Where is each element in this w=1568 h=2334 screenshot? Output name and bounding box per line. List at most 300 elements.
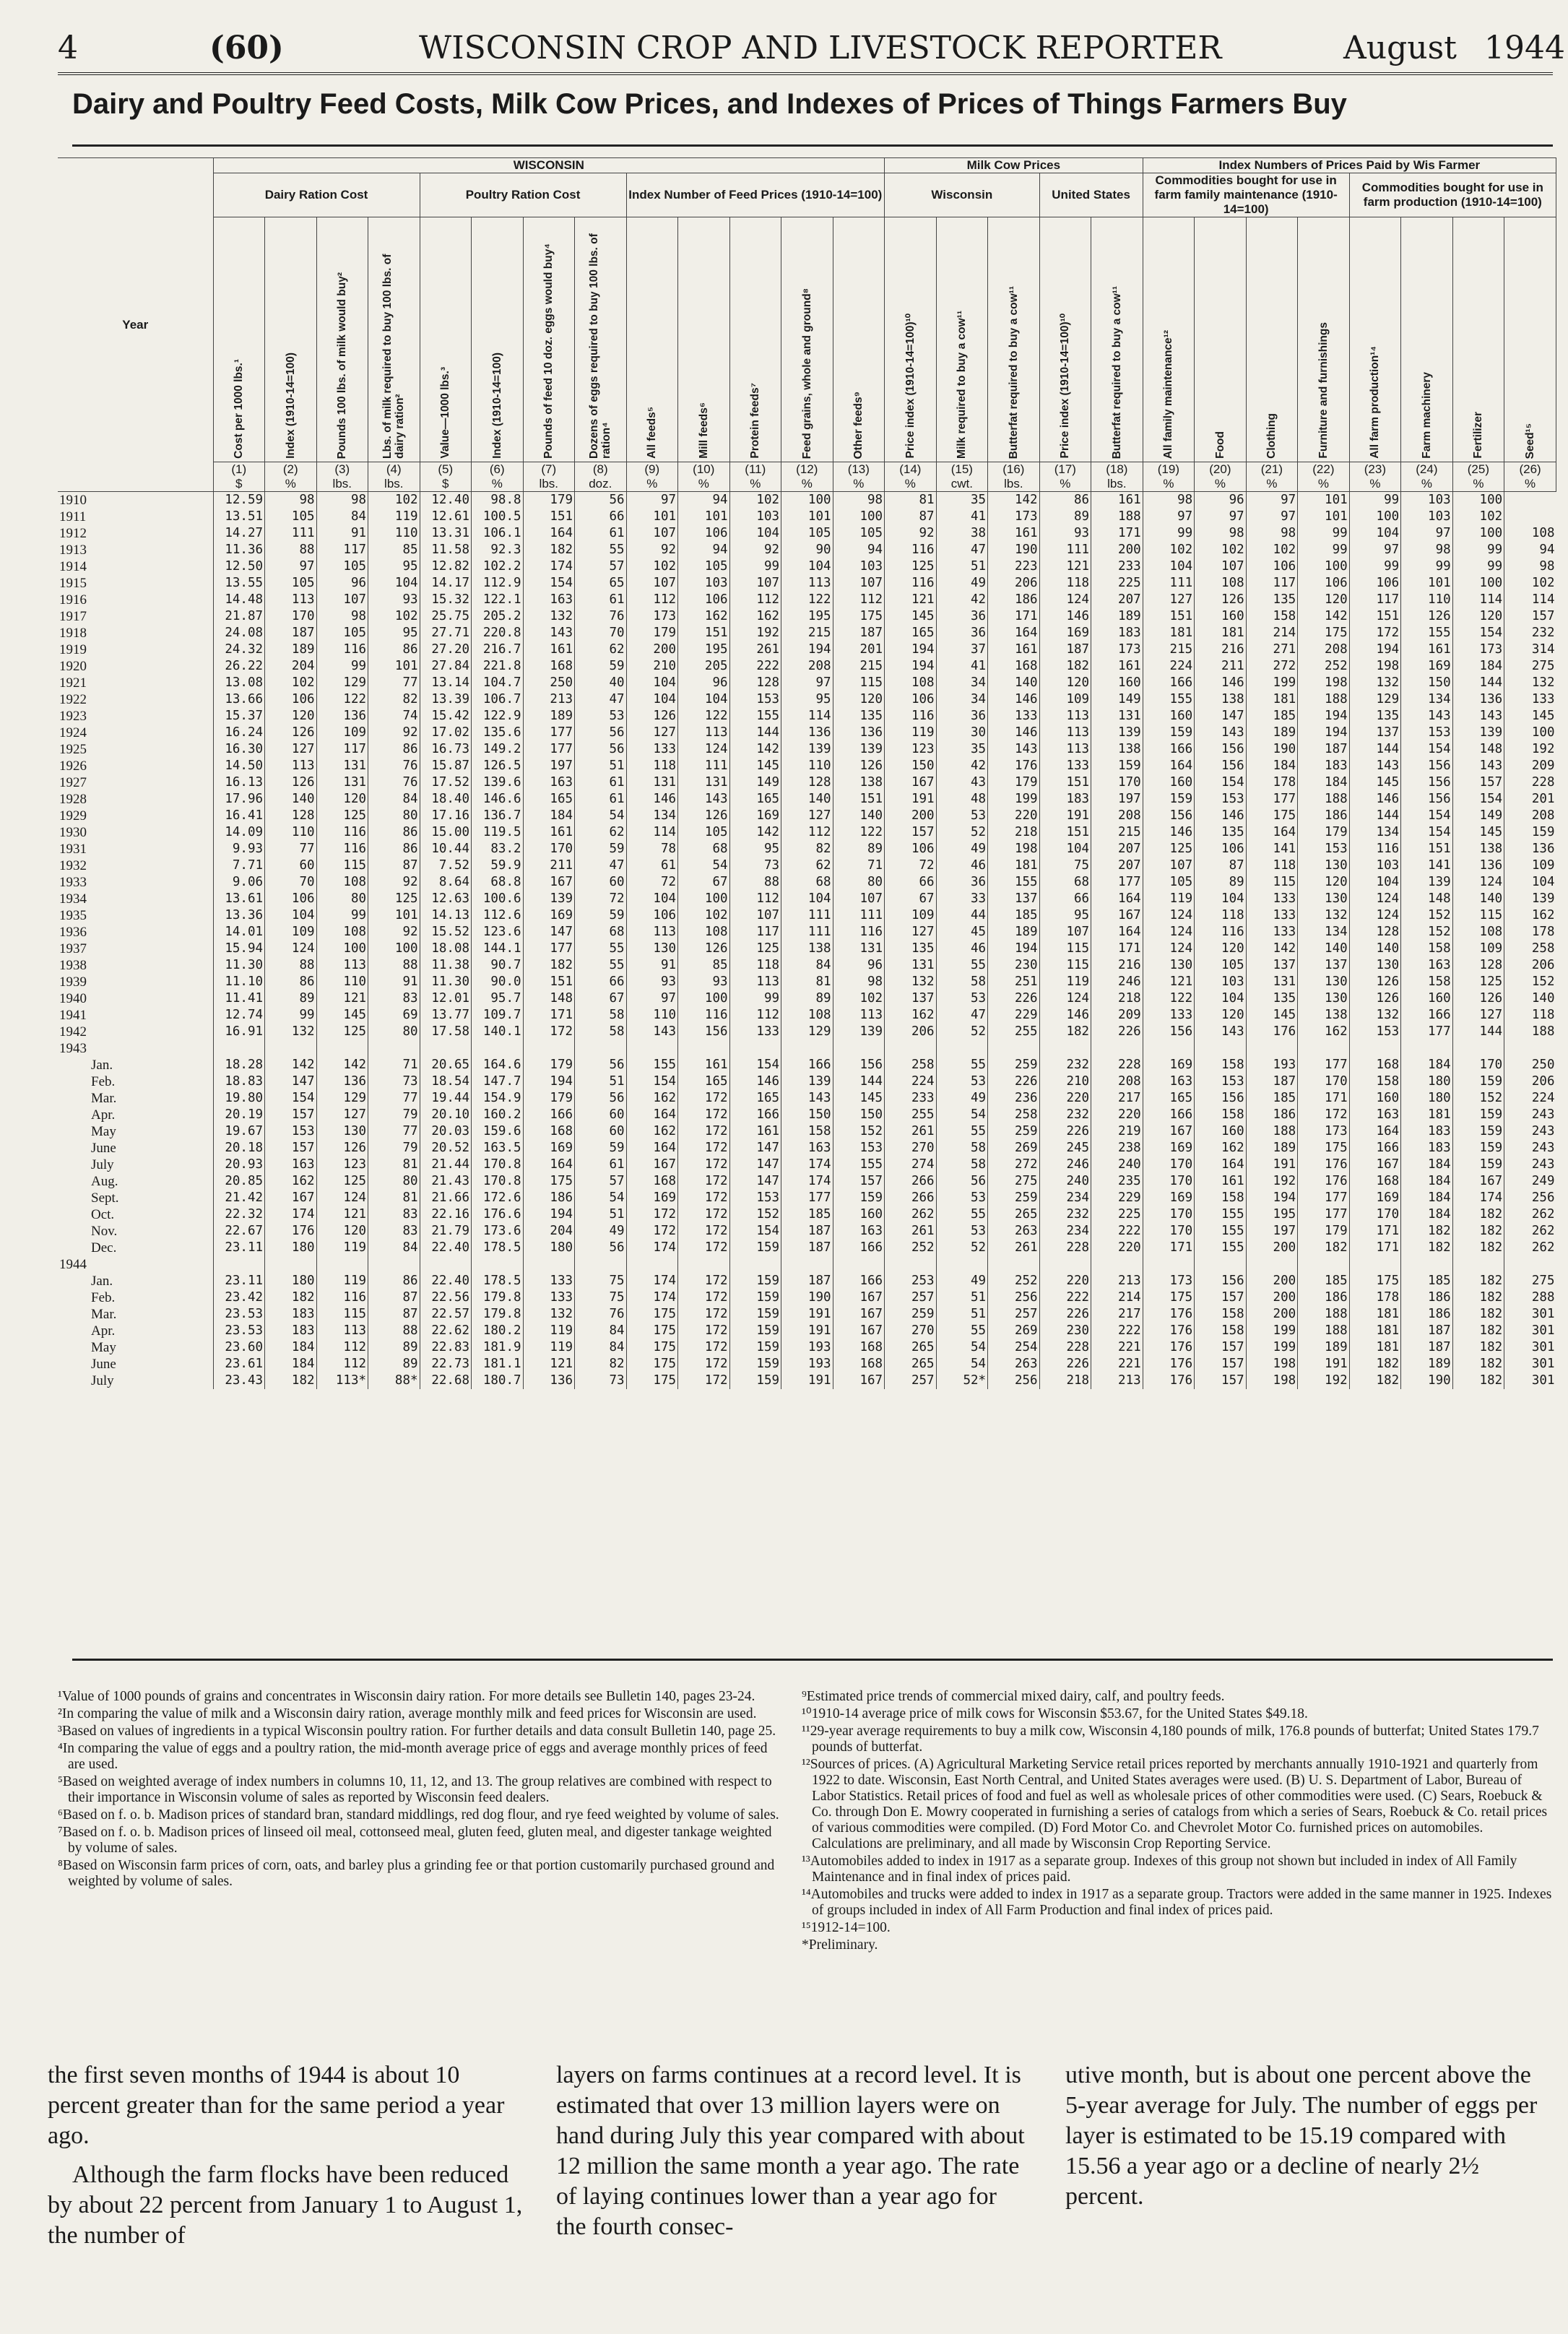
table-cell: 52 xyxy=(936,1240,988,1256)
table-cell xyxy=(1504,509,1556,525)
table-cell: 136 xyxy=(833,725,885,741)
table-cell: 171 xyxy=(523,1007,575,1024)
table-cell: 127 xyxy=(626,725,678,741)
table-cell: 228 xyxy=(1039,1339,1091,1356)
table-cell: 271 xyxy=(1246,641,1298,658)
table-cell: 146 xyxy=(1195,808,1247,824)
table-cell: 143 xyxy=(988,741,1040,758)
row-year-label: 1917 xyxy=(59,609,87,624)
table-cell: 288 xyxy=(1504,1289,1556,1306)
table-cell: 57 xyxy=(575,1173,627,1190)
table-cell: 17.16 xyxy=(420,808,472,824)
table-cell: 252 xyxy=(1298,658,1350,675)
table-cell: 82 xyxy=(781,841,833,857)
table-cell: 22.83 xyxy=(420,1339,472,1356)
table-cell: 13.08 xyxy=(213,675,265,691)
table-row xyxy=(58,791,1556,808)
table-cell: 158 xyxy=(1195,1190,1247,1206)
table-cell: 158 xyxy=(1349,1073,1401,1090)
table-cell: 135 xyxy=(885,941,937,957)
table-cell: 110 xyxy=(1401,592,1453,608)
row-year-label: 1933 xyxy=(59,875,87,890)
table-cell: 18.40 xyxy=(420,791,472,808)
table-cell: 257 xyxy=(988,1306,1040,1323)
table-cell: 177 xyxy=(1298,1206,1350,1223)
table-cell: 175 xyxy=(626,1356,678,1373)
table-cell: 115 xyxy=(833,675,885,691)
table-cell: 154 xyxy=(523,575,575,592)
table-cell: 151 xyxy=(1039,824,1091,841)
table-cell: 110 xyxy=(368,525,420,542)
table-cell: 195 xyxy=(1246,1206,1298,1223)
table-cell: 73 xyxy=(368,1073,420,1090)
table-cell: 193 xyxy=(781,1356,833,1373)
table-cell: 176 xyxy=(1298,1157,1350,1173)
table-cell: 119 xyxy=(316,1273,368,1289)
table-row xyxy=(58,1323,1556,1339)
table-cell: 269 xyxy=(988,1140,1040,1157)
table-row xyxy=(58,1273,1556,1289)
table-cell: 156 xyxy=(1143,1024,1195,1040)
table-cell: 187 xyxy=(265,625,317,641)
table-cell: 135 xyxy=(1246,592,1298,608)
table-cell: 156 xyxy=(1401,774,1453,791)
table-cell: 215 xyxy=(1143,641,1195,658)
table-cell: 126 xyxy=(833,758,885,774)
table-cell: 94 xyxy=(678,542,730,558)
table-cell: 142 xyxy=(1246,941,1298,957)
table-cell: 186 xyxy=(1401,1289,1453,1306)
table-cell: 100.5 xyxy=(472,509,524,525)
row-year-label: Mar. xyxy=(91,1307,117,1322)
table-cell: 21.44 xyxy=(420,1157,472,1173)
table-cell: 200 xyxy=(1246,1273,1298,1289)
column-header-label: Price index (1910-14=100)¹⁰ xyxy=(1059,314,1072,459)
table-cell: 136 xyxy=(781,725,833,741)
table-cell: 233 xyxy=(1091,558,1143,575)
table-cell: 172 xyxy=(678,1190,730,1206)
table-cell: 56 xyxy=(575,741,627,758)
table-cell: 179.8 xyxy=(472,1289,524,1306)
table-cell: 105 xyxy=(678,558,730,575)
table-cell: 192 xyxy=(1298,1373,1350,1389)
column-number-label: (25) xyxy=(1467,462,1489,476)
row-year-label: 1935 xyxy=(59,908,87,923)
table-cell: 118 xyxy=(1504,1007,1556,1024)
table-cell: 181 xyxy=(1349,1339,1401,1356)
column-header xyxy=(678,217,730,462)
column-number xyxy=(678,462,730,492)
table-cell: 250 xyxy=(523,675,575,691)
table-row xyxy=(58,1223,1556,1240)
table-cell: 167 xyxy=(626,1157,678,1173)
table-cell: 77 xyxy=(368,1123,420,1140)
table-cell xyxy=(575,1256,627,1273)
table-cell: 111 xyxy=(1143,575,1195,592)
table-cell: 74 xyxy=(368,708,420,725)
table-cell: 56 xyxy=(575,725,627,741)
table-cell: 104 xyxy=(1143,558,1195,575)
row-year-label: 1923 xyxy=(59,709,87,724)
table-cell xyxy=(729,1040,781,1057)
table-cell: 124 xyxy=(1143,941,1195,957)
table-cell: 225 xyxy=(1091,1206,1143,1223)
table-cell: 178.5 xyxy=(472,1240,524,1256)
table-cell: 208 xyxy=(1504,808,1556,824)
column-header xyxy=(1039,217,1091,462)
table-cell: 161 xyxy=(1091,492,1143,509)
column-number xyxy=(265,462,317,492)
table-cell: 153 xyxy=(1401,725,1453,741)
table-cell: 157 xyxy=(885,824,937,841)
table-cell xyxy=(316,1256,368,1273)
table-cell: 53 xyxy=(575,708,627,725)
table-cell: 113 xyxy=(781,575,833,592)
table-cell: 150 xyxy=(1401,675,1453,691)
table-cell: 94 xyxy=(833,542,885,558)
table-cell: 113 xyxy=(316,957,368,974)
table-cell: 83 xyxy=(368,1223,420,1240)
table-cell: 107 xyxy=(833,891,885,907)
table-cell xyxy=(1143,1256,1195,1273)
table-cell: 250 xyxy=(1504,1057,1556,1073)
table-cell: 101 xyxy=(368,907,420,924)
table-cell: 180 xyxy=(265,1273,317,1289)
table-cell: 130 xyxy=(626,941,678,957)
table-cell: 14.01 xyxy=(213,924,265,941)
column-number xyxy=(213,462,265,492)
table-cell: 16.24 xyxy=(213,725,265,741)
table-cell: 177 xyxy=(523,725,575,741)
column-number-label: (12) xyxy=(796,462,818,476)
row-year-label: Oct. xyxy=(91,1207,115,1222)
table-cell: 158 xyxy=(1195,1057,1247,1073)
row-year-label: July xyxy=(91,1157,114,1172)
column-header-label: Pounds of feed 10 doz. eggs would buy⁴ xyxy=(542,243,555,459)
table-cell: 182 xyxy=(1452,1273,1504,1289)
table-cell: 160 xyxy=(833,1206,885,1223)
table-cell: 104 xyxy=(1349,525,1401,542)
table-cell: 159 xyxy=(833,1190,885,1206)
table-cell: 97 xyxy=(1401,525,1453,542)
table-row xyxy=(58,525,1556,542)
table-cell: 156 xyxy=(1195,1090,1247,1107)
table-cell: 181.9 xyxy=(472,1339,524,1356)
table-cell: 84 xyxy=(368,1240,420,1256)
table-cell: 175 xyxy=(1349,1273,1401,1289)
table-cell: 261 xyxy=(885,1223,937,1240)
table-cell: 27.84 xyxy=(420,658,472,675)
table-cell: 121 xyxy=(523,1356,575,1373)
table-cell: 106 xyxy=(265,891,317,907)
table-cell: 130 xyxy=(1298,990,1350,1007)
table-cell: 15.32 xyxy=(420,592,472,608)
table-cell: 105 xyxy=(833,525,885,542)
table-cell: 159 xyxy=(729,1323,781,1339)
table-cell: 93 xyxy=(626,974,678,990)
table-cell: 89 xyxy=(1039,509,1091,525)
page-header xyxy=(58,22,1565,75)
table-cell: 156 xyxy=(1143,808,1195,824)
table-cell: 246 xyxy=(1039,1157,1091,1173)
table-cell: 104 xyxy=(1504,874,1556,891)
table-cell: 209 xyxy=(1504,758,1556,774)
table-cell: 98 xyxy=(1246,525,1298,542)
table-cell: 24.08 xyxy=(213,625,265,641)
table-cell: 97 xyxy=(781,675,833,691)
table-cell: 169 xyxy=(1401,658,1453,675)
table-cell: 112 xyxy=(833,592,885,608)
table-cell: 206 xyxy=(988,575,1040,592)
table-cell: 243 xyxy=(1504,1157,1556,1173)
table-cell: 107 xyxy=(729,575,781,592)
table-cell: 125 xyxy=(1452,974,1504,990)
column-unit-label: cwt. xyxy=(950,477,973,490)
column-number xyxy=(472,462,524,492)
table-cell: 159 xyxy=(1452,1123,1504,1140)
table-cell: 154 xyxy=(1401,808,1453,824)
table-cell: 175 xyxy=(626,1339,678,1356)
table-cell: 168 xyxy=(626,1173,678,1190)
table-cell: 134 xyxy=(1298,924,1350,941)
table-cell: 102.2 xyxy=(472,558,524,575)
table-cell: 163 xyxy=(781,1140,833,1157)
table-cell: 128 xyxy=(1349,924,1401,941)
row-year-label: 1916 xyxy=(59,592,87,608)
table-cell: 213 xyxy=(523,691,575,708)
table-cell: 194 xyxy=(1298,708,1350,725)
table-cell: 183 xyxy=(1039,791,1091,808)
row-year-label: 1911 xyxy=(59,509,87,524)
table-cell: 152 xyxy=(1401,924,1453,941)
table-cell: 95 xyxy=(729,841,781,857)
table-cell: 143 xyxy=(1349,758,1401,774)
table-cell: 159 xyxy=(1091,758,1143,774)
table-cell: 253 xyxy=(885,1273,937,1289)
table-cell: 167 xyxy=(833,1373,885,1389)
table-cell: 185 xyxy=(1246,1090,1298,1107)
table-cell: 169 xyxy=(523,1140,575,1157)
table-cell: 55 xyxy=(575,941,627,957)
table-cell: 301 xyxy=(1504,1339,1556,1356)
table-cell: 20.85 xyxy=(213,1173,265,1190)
table-cell: 111 xyxy=(781,924,833,941)
table-cell: 184 xyxy=(265,1356,317,1373)
table-cell: 169 xyxy=(1143,1140,1195,1157)
table-cell: 55 xyxy=(936,1057,988,1073)
table-cell: 126 xyxy=(1195,592,1247,608)
table-cell: 104 xyxy=(626,891,678,907)
table-cell: 104 xyxy=(265,907,317,924)
table-cell: 14.27 xyxy=(213,525,265,542)
footnote: ¹⁴Automobiles and trucks were added to index in 1917 as a separate group. Tractors were added in the same manner in 1925. Indexes of groups included in index of All Farm Production and final index of prices paid. xyxy=(802,1887,1552,1918)
table-cell: 100 xyxy=(1452,492,1504,509)
table-cell: 49 xyxy=(936,841,988,857)
table-cell: 80 xyxy=(368,808,420,824)
table-cell: 175 xyxy=(1143,1289,1195,1306)
table-cell: 92 xyxy=(729,542,781,558)
table-cell: 99 xyxy=(729,990,781,1007)
table-cell: 139.6 xyxy=(472,774,524,791)
table-cell: 179 xyxy=(523,1090,575,1107)
column-number xyxy=(523,462,575,492)
table-row xyxy=(58,575,1556,592)
column-unit-label: % xyxy=(853,477,865,490)
column-number-label: (10) xyxy=(693,462,715,476)
table-cell: 140 xyxy=(1298,941,1350,957)
table-cell: 112 xyxy=(729,592,781,608)
table-cell: 120 xyxy=(1195,941,1247,957)
table-cell: 142 xyxy=(729,741,781,758)
table-cell: 13.39 xyxy=(420,691,472,708)
table-cell: 194 xyxy=(1298,725,1350,741)
table-cell: 165 xyxy=(523,791,575,808)
table-cell: 164 xyxy=(1195,1157,1247,1173)
table-cell: 180 xyxy=(1401,1073,1453,1090)
table-cell: 165 xyxy=(729,1090,781,1107)
table-cell: 14.13 xyxy=(420,907,472,924)
table-cell: 102 xyxy=(1195,542,1247,558)
table-cell: 147 xyxy=(523,924,575,941)
table-cell: 176 xyxy=(265,1223,317,1240)
table-cell: 172 xyxy=(678,1289,730,1306)
table-cell: 77 xyxy=(368,1090,420,1107)
column-number xyxy=(885,462,937,492)
table-cell: 160 xyxy=(1195,608,1247,625)
table-cell: 183 xyxy=(265,1306,317,1323)
table-cell: 53 xyxy=(936,1223,988,1240)
table-cell: 109 xyxy=(1504,857,1556,874)
table-cell: 13.51 xyxy=(213,509,265,525)
column-header-label: Butterfat required to buy a cow¹¹ xyxy=(1110,285,1123,459)
table-cell: 33 xyxy=(936,891,988,907)
row-year-label: 1922 xyxy=(59,692,87,707)
table-cell: 226 xyxy=(1091,1024,1143,1040)
table-cell: 270 xyxy=(885,1323,937,1339)
table-cell: 76 xyxy=(368,774,420,791)
table-cell: 162 xyxy=(626,1123,678,1140)
column-number-label: (9) xyxy=(644,462,660,476)
united-states-cow-header: United States xyxy=(1039,173,1143,217)
table-cell: 163 xyxy=(265,1157,317,1173)
table-cell: 199 xyxy=(988,791,1040,808)
column-header xyxy=(833,217,885,462)
row-year-label: 1936 xyxy=(59,925,87,940)
table-cell: 99 xyxy=(1298,525,1350,542)
table-cell: 215 xyxy=(833,658,885,675)
table-row xyxy=(58,907,1556,924)
table-cell: 125 xyxy=(885,558,937,575)
table-cell: 232 xyxy=(1039,1206,1091,1223)
feed-index-header: Index Number of Feed Prices (1910-14=100) xyxy=(626,173,885,217)
table-row xyxy=(58,1007,1556,1024)
table-cell: 60 xyxy=(575,874,627,891)
table-cell: 76 xyxy=(575,608,627,625)
table-cell: 162 xyxy=(885,1007,937,1024)
table-cell: 97 xyxy=(626,990,678,1007)
table-cell: 125 xyxy=(316,1024,368,1040)
table-cell: 126 xyxy=(1349,974,1401,990)
table-cell: 226 xyxy=(1039,1306,1091,1323)
column-number xyxy=(1195,462,1247,492)
table-cell: 178.5 xyxy=(472,1273,524,1289)
table-cell: 91 xyxy=(316,525,368,542)
table-cell: 258 xyxy=(885,1057,937,1073)
table-cell: 123 xyxy=(885,741,937,758)
table-cell: 110 xyxy=(781,758,833,774)
table-cell: 119 xyxy=(316,1240,368,1256)
table-cell: 120 xyxy=(1039,675,1091,691)
table-cell: 217 xyxy=(1091,1090,1143,1107)
table-cell: 144 xyxy=(1452,675,1504,691)
column-header xyxy=(1143,217,1195,462)
table-cell: 19.67 xyxy=(213,1123,265,1140)
table-cell: 76 xyxy=(368,758,420,774)
table-cell: 44 xyxy=(936,907,988,924)
table-cell: 98 xyxy=(316,492,368,509)
table-cell: 51 xyxy=(575,758,627,774)
table-cell: 146 xyxy=(1195,675,1247,691)
table-cell: 159 xyxy=(1143,725,1195,741)
table-cell: 200 xyxy=(626,641,678,658)
table-cell: 47 xyxy=(575,857,627,874)
table-cell: 151 xyxy=(833,791,885,808)
table-cell: 184 xyxy=(1401,1157,1453,1173)
table-cell: 119.5 xyxy=(472,824,524,841)
table-row xyxy=(58,1057,1556,1073)
table-cell: 138 xyxy=(833,774,885,791)
table-cell xyxy=(1091,1256,1143,1273)
table-cell: 187 xyxy=(1246,1073,1298,1090)
table-cell: 164 xyxy=(1349,1123,1401,1140)
table-cell: 187 xyxy=(1298,741,1350,758)
table-cell: 91 xyxy=(368,974,420,990)
table-cell: 224 xyxy=(885,1073,937,1090)
table-cell: 126 xyxy=(1349,990,1401,1007)
table-cell: 233 xyxy=(885,1090,937,1107)
table-cell: 178 xyxy=(1349,1289,1401,1306)
table-cell: 37 xyxy=(936,641,988,658)
table-row xyxy=(58,1256,1556,1273)
column-number-label: (18) xyxy=(1106,462,1128,476)
table-cell: 188 xyxy=(1504,1024,1556,1040)
table-cell: 90 xyxy=(781,542,833,558)
table-cell: 72 xyxy=(626,874,678,891)
table-cell: 132 xyxy=(1504,675,1556,691)
table-cell: 58 xyxy=(575,1024,627,1040)
table-cell xyxy=(626,1256,678,1273)
table-cell: 111 xyxy=(833,907,885,924)
footnotes-left xyxy=(58,1689,780,1891)
table-cell: 215 xyxy=(1091,824,1143,841)
table-cell: 194 xyxy=(885,658,937,675)
table-cell: 172 xyxy=(678,1223,730,1240)
table-cell: 153 xyxy=(833,1140,885,1157)
table-cell: 13.31 xyxy=(420,525,472,542)
table-cell: 161 xyxy=(729,1123,781,1140)
row-year-label: Nov. xyxy=(91,1224,118,1239)
table-cell: 102 xyxy=(729,492,781,509)
column-header-label: Index (1910-14=100) xyxy=(490,353,503,459)
table-cell: 184 xyxy=(1401,1173,1453,1190)
table-cell: 112 xyxy=(781,824,833,841)
table-cell: 108 xyxy=(885,675,937,691)
table-cell: 11.58 xyxy=(420,542,472,558)
table-cell: 102 xyxy=(368,492,420,509)
table-cell: 209 xyxy=(1091,1007,1143,1024)
row-year-label: 1932 xyxy=(59,858,87,873)
table-cell: 69 xyxy=(368,1007,420,1024)
